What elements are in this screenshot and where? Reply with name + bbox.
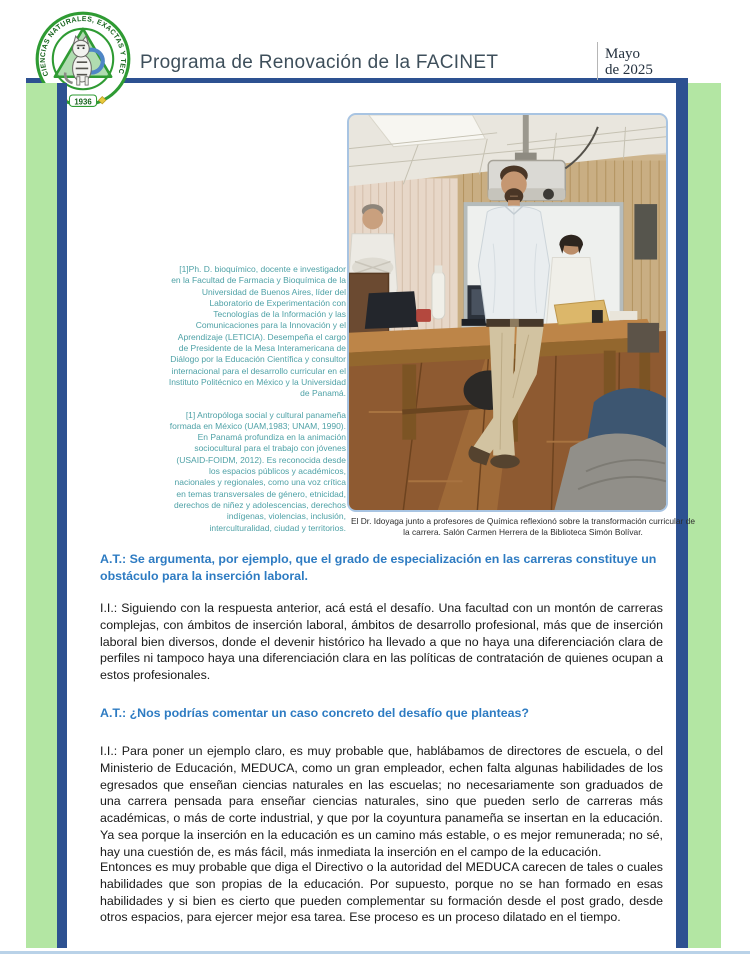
logo-ring-text: CIENCIAS NATURALES, EXACTAS Y TEC [38, 14, 128, 78]
photo-caption: El Dr. Idoyaga junto a profesores de Química reflexionó sobre la transformación curricular de la carrera. Salón Carmen Herrera de la Biblioteca Simón Bolívar. [350, 516, 695, 537]
question-2: A.T.: ¿Nos podrías comentar un caso concreto del desafío que planteas? [100, 706, 529, 720]
laptop-left [365, 291, 418, 329]
issue-date-year: de 2025 [605, 62, 653, 78]
footnotes-sidebar [168, 264, 346, 544]
date-separator [597, 42, 598, 80]
footnote-2: [1] Antropóloga social y cultural panameña formada en México (UAM,1983; UNAM, 1990). En Panamá profundiza en la animación sociocultural para el trabajo con jóvenes (USAID-FOIDM, 2012). Es reconocida desde los espacios públicos y académicos, nacionales y regionales, como una voz crítica en temas transversales de género, etnicidad, derechos de niñez y adolescencias, derechos indígenas, violencias, inclusión, interculturalidad, ciudad y territorios. [169, 409, 346, 533]
issue-date [605, 46, 653, 78]
answer-1: I.I.: Siguiendo con la respuesta anterior, acá está el desafío. Una facultad con un montón de carreras complejas, con ámbitos de inserción laboral, ámbitos de desarrollo profesional, más que de inserción laboral bien diversos, donde el devenir histórico ha llevado a que no haya una diferenciación clara de perfiles ni tampoco haya una diferenciación clara en las políticas de contratación de quienes ocupan a estos profesionales. [100, 601, 663, 683]
right-border-navy [676, 78, 688, 948]
answer-2-continued: Entonces es muy probable que diga el Directivo o la autoridad del MEDUCA carecen de tales o cuales habilidades que son propias de la educación. Por supuesto, porque no se han formado en esas habilidades y si bien es cierto que pueden complementar su formación desde el post grado, desde otros espacios, para ejercer mejor esa tarea. Ese proceso es un proceso dilatado en el tiempo. [100, 860, 663, 925]
thermos-bottle [432, 271, 445, 319]
bottom-edge-line [0, 951, 750, 954]
answer-2: I.I.: Para poner un ejemplo claro, es muy probable que, hablábamos de directores de escuela, o del Ministerio de Educación, MEDUCA, como un gran empleador, echen falta algunas habilidades de los egresados que enseñan ciencias naturales en las escuelas; no necesariamente son graduados de una carrera pensada para enseñar ciencias naturales, sino que pueden serlo de carreras más académicas, o más de corte industrial, y que por la coyuntura panameña se insertan en la educación. Ya sea porque la inserción en la educación es un camino más estable, o es mejor remunerada; no sé, hay una cuestión de, es más fácil, más inmediata la inserción en el campo de la educación. [100, 744, 663, 859]
classroom-photo-illustration [349, 115, 666, 510]
red-case [416, 309, 431, 322]
page-title: Programa de Renovación de la FACINET [140, 52, 499, 73]
logo-year: 1936 [74, 97, 92, 107]
wall-speaker [634, 204, 657, 259]
footnote-1: [1]Ph. D. bioquímico, docente e investigador en la Facultad de Farmacia y Bioquímica de la Universidad de Buenos Aires, líder del Laboratorio de Experimentación con Tecnologías de la Información y las Comunicaciones para la Innovación y el Aprendizaje (LETICIA). Desempeña el cargo de Presidente de la Mesa Interamericana de Diálogo por la Educación Científica y consultor internacional para el desarrollo curricular en el Instituto Politécnico en México y la Universidad de Panamá. [168, 264, 346, 399]
issue-date-month: Mayo [605, 46, 640, 62]
left-border-green [26, 83, 57, 948]
papers [610, 311, 638, 320]
question-1: A.T.: Se argumenta, por ejemplo, que el grado de especialización en las carreras constituye un obstáculo para la inserción laboral. [100, 552, 657, 583]
left-border-navy [57, 83, 67, 948]
shoe-right [490, 455, 520, 469]
photo-figure [347, 113, 668, 512]
chair-back [627, 323, 659, 353]
projector-lens [543, 189, 554, 200]
